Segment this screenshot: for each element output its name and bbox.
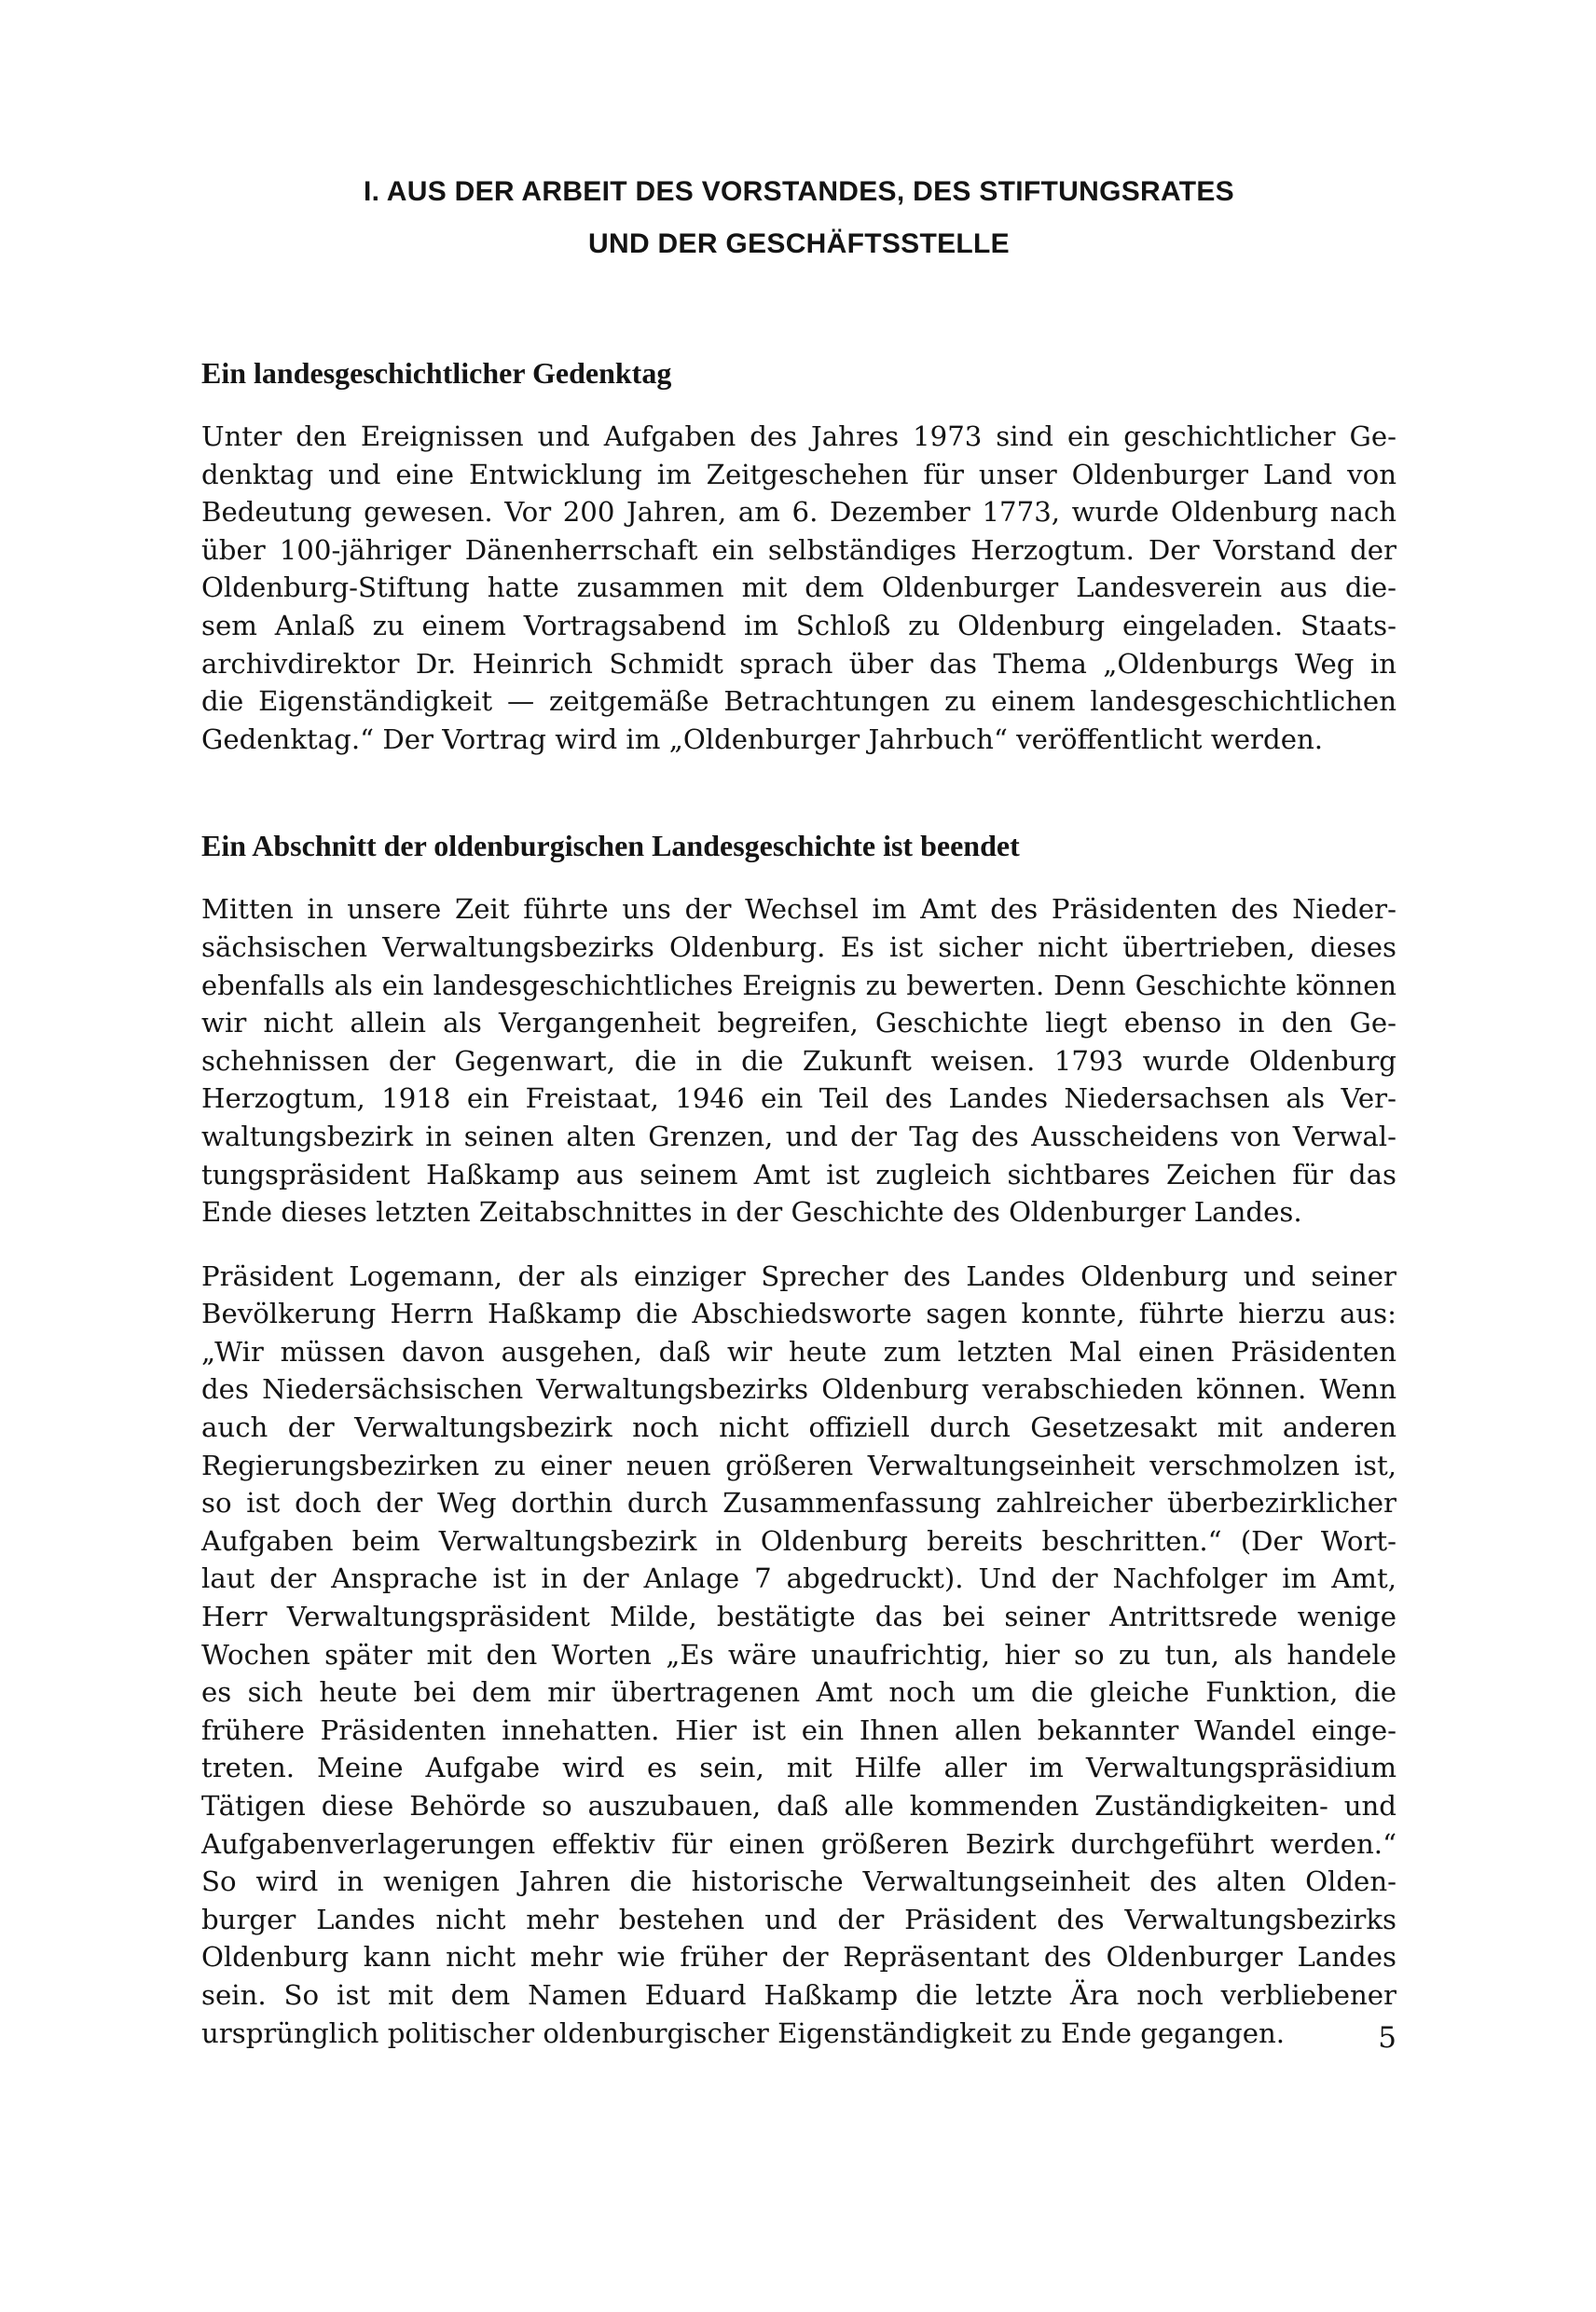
text-line: wir nicht allein als Vergangenheit begreifen, Geschichte liegt ebenso in den Ge- [201,1007,1396,1039]
section-gedenktag [201,354,1396,758]
text-line: frühere Präsidenten innehatten. Hier ist ein Ihnen allen bekannter Wandel einge- [201,1713,1396,1746]
text-line: die Eigenständigkeit — zeitgemäße Betrachtungen zu einem landesgeschichtlichen [201,685,1396,718]
text-line: Unter den Ereignissen und Aufgaben des Jahres 1973 sind ein geschichtlicher Ge- [201,420,1396,452]
text-line: schehnissen der Gegenwart, die in die Zukunft weisen. 1793 wurde Oldenburg [201,1044,1396,1077]
text-line: archivdirektor Dr. Heinrich Schmidt sprach über das Thema „Oldenburgs Weg in [201,647,1396,680]
text-line: burger Landes nicht mehr bestehen und der Präsident des Verwaltungsbezirks [201,1903,1396,1935]
section-heading: Ein landesgeschichtlicher Gedenktag [201,356,672,390]
text-line: waltungsbezirk in seinen alten Grenzen, und der Tag des Ausscheidens von Verwal- [201,1120,1396,1152]
text-line: Bedeutung gewesen. Vor 200 Jahren, am 6. Dezember 1773, wurde Oldenburg nach [201,496,1396,529]
text-line: so ist doch der Weg dorthin durch Zusammenfassung zahlreicher überbezirklicher [201,1487,1396,1520]
text-line: Aufgabenverlagerungen effektiv für einen größeren Bezirk durchgeführt werden.“ [201,1827,1396,1860]
text-line: Oldenburg-Stiftung hatte zusammen mit dem Oldenburger Landesverein aus die- [201,571,1396,604]
title-line-2: UND DER GESCHÄFTSSTELLE [588,228,1010,259]
text-line: Bevölkerung Herrn Haßkamp die Abschiedsworte sagen konnte, führte hierzu aus: [201,1298,1396,1330]
text-line: Präsident Logemann, der als einziger Sprecher des Landes Oldenburg und seiner [201,1259,1396,1292]
page-title [201,166,1396,270]
title-line-1: I. AUS DER ARBEIT DES VORSTANDES, DES STIFTUNGSRATES [363,176,1234,207]
text-line: Wochen später mit den Worten „Es wäre unaufrichtig, hier so zu tun, als handele [201,1638,1396,1671]
text-line: des Niedersächsischen Verwaltungsbezirks Oldenburg verabschieden können. Wenn [201,1373,1396,1406]
text-line: Mitten in unsere Zeit führte uns der Wechsel im Amt des Präsidenten des Nieder- [201,893,1396,926]
document-page [201,166,1396,2052]
text-line: es sich heute bei dem mir übertragenen Amt noch um die gleiche Funktion, die [201,1676,1396,1709]
text-line: ursprünglich politischer oldenburgischer Eigenständigkeit zu Ende gegangen. [201,2016,1286,2049]
text-line: Aufgaben beim Verwaltungsbezirk in Oldenburg bereits beschritten.“ (Der Wort- [201,1524,1396,1557]
text-line: sächsischen Verwaltungsbezirks Oldenburg. Es ist sicher nicht übertrieben, dieses [201,930,1396,963]
body-paragraph [201,890,1396,1231]
text-line: ebenfalls als ein landesgeschichtliches Ereignis zu bewerten. Denn Geschichte können [201,969,1396,1001]
text-line: über 100-jähriger Dänenherrschaft ein selbständiges Herzogtum. Der Vorstand der [201,533,1396,566]
text-line: denktag und eine Entwicklung im Zeitgeschehen für unser Oldenburger Land von [201,458,1396,490]
text-line: Oldenburg kann nicht mehr wie früher der Repräsentant des Oldenburger Landes [201,1941,1396,1974]
section-landesgeschichte [201,827,1396,2052]
text-line: Regierungsbezirken zu einer neuen größeren Verwaltungseinheit verschmolzen ist, [201,1449,1396,1481]
text-line: Ende dieses letzten Zeitabschnittes in der Geschichte des Oldenburger Landes. [201,1196,1302,1229]
text-line: treten. Meine Aufgabe wird es sein, mit Hilfe aller im Verwaltungspräsidium [201,1752,1396,1784]
text-line: Tätigen diese Behörde so auszubauen, daß alle kommenden Zuständigkeiten- und [201,1790,1396,1822]
body-paragraph [201,418,1396,758]
body-paragraph [201,1258,1396,2052]
text-line: Herr Verwaltungspräsident Milde, bestätigte das bei seiner Antrittsrede wenige [201,1601,1396,1633]
text-line: sein. So ist mit dem Namen Eduard Haßkamp die letzte Ära noch verbliebener [201,1978,1396,2011]
text-line: Herzogtum, 1918 ein Freistaat, 1946 ein Teil des Landes Niedersachsen als Ver- [201,1082,1396,1115]
page-number: 5 [1378,2021,1396,2055]
text-line: tungspräsident Haßkamp aus seinem Amt ist zugleich sichtbares Zeichen für das [201,1158,1396,1190]
text-line: Gedenktag.“ Der Vortrag wird im „Oldenburger Jahrbuch“ veröffentlicht werden. [201,722,1324,755]
text-line: So wird in wenigen Jahren die historische Verwaltungseinheit des alten Olden- [201,1865,1396,1898]
text-line: „Wir müssen davon ausgehen, daß wir heute zum letzten Mal einen Präsidenten [201,1335,1396,1368]
section-heading: Ein Abschnitt der oldenburgischen Landesgeschichte ist beendet [201,829,1020,863]
text-line: sem Anlaß zu einem Vortragsabend im Schloß zu Oldenburg eingeladen. Staats- [201,609,1396,641]
text-line: auch der Verwaltungsbezirk noch nicht offiziell durch Gesetzesakt mit anderen [201,1411,1396,1444]
text-line: laut der Ansprache ist in der Anlage 7 abgedruckt). Und der Nachfolger im Amt, [201,1562,1396,1595]
